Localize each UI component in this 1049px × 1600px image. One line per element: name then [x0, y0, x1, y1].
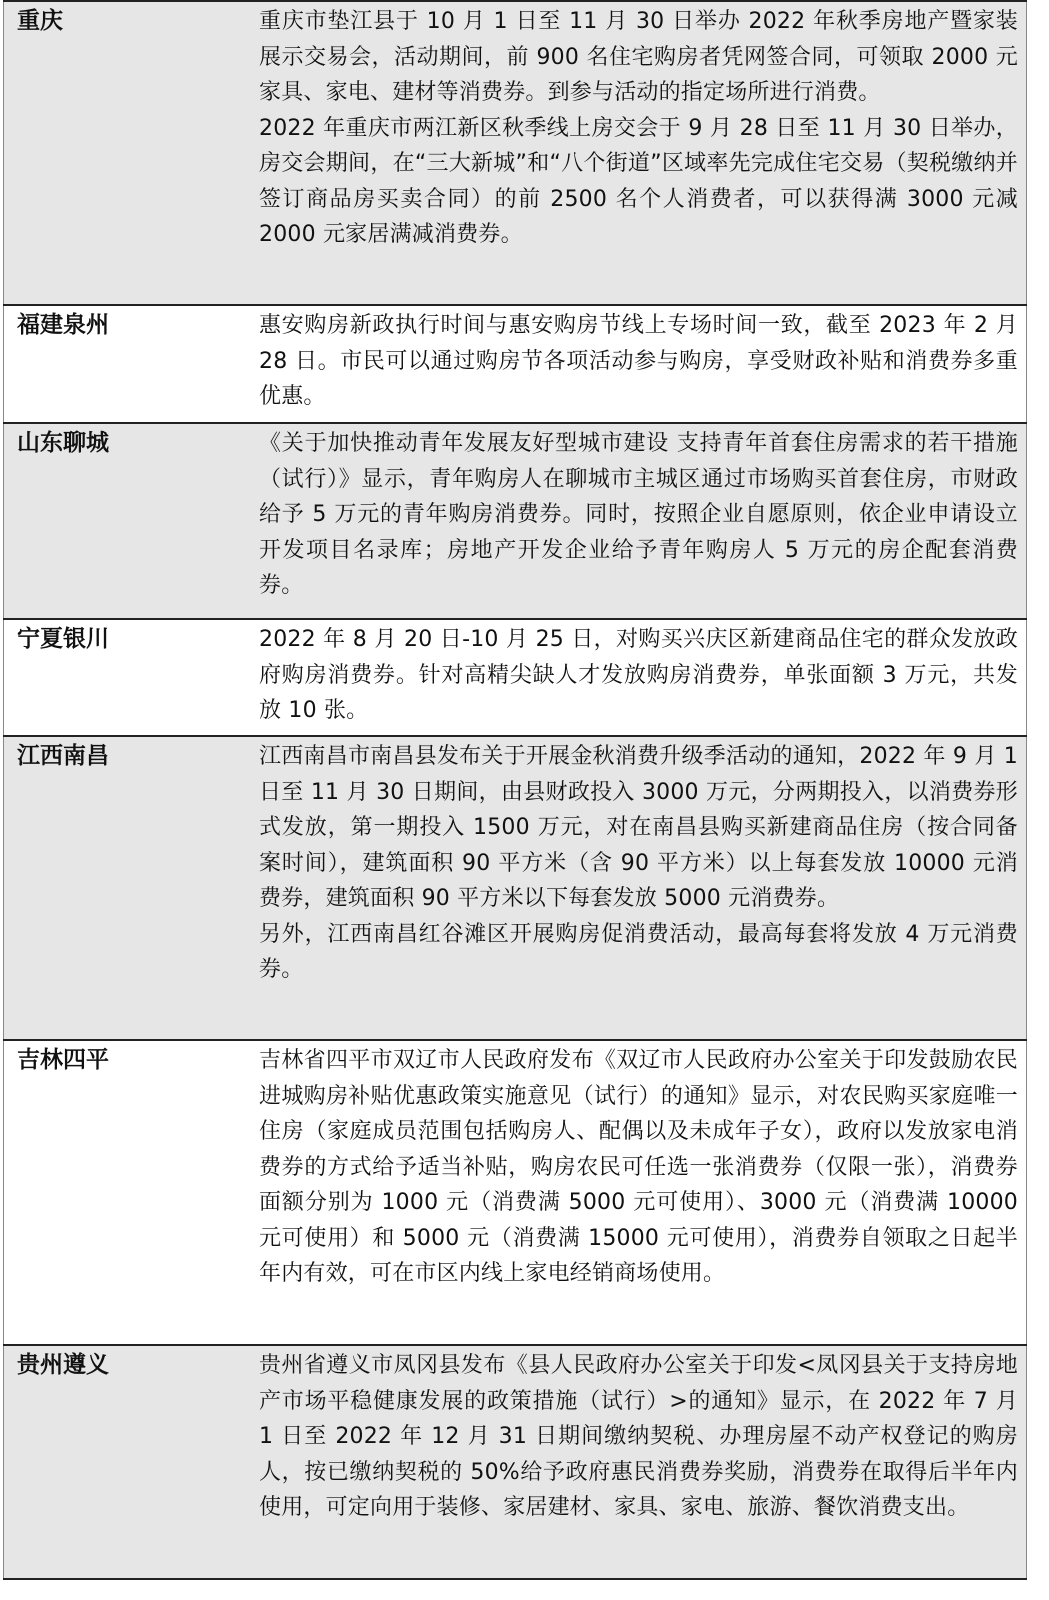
region-cell — [4, 736, 246, 1040]
table-row — [4, 1, 1027, 305]
table-row — [4, 305, 1027, 423]
description-paragraph: 《关于加快推动青年发展友好型城市建设 支持青年首套住房需求的若干措施（试行）》显示，青年购房人在聊城市主城区通过市场购买首套住房，市财政给予 5 万元的青年购房消费券。同时，按照企业自愿原则，依企业申请设立开发项目名录库；房地产开发企业给予青年购房人 5 万元的房企配套消费券。 — [259, 431, 1018, 598]
description-paragraph: 2022 年 8 月 20 日-10 月 25 日，对购买兴庆区新建商品住宅的群众发放政府购房消费券。针对高精尖缺人才发放购房消费券，单张面额 3 万元，共发放 10 张。 — [259, 627, 1018, 723]
region-name: 重庆 — [17, 8, 63, 34]
description-paragraph: 重庆市垫江县于 10 月 1 日至 11 月 30 日举办 2022 年秋季房地产暨家装展示交易会，活动期间，前 900 名住宅购房者凭网签合同，可领取 2000 元家具、家电、建材等消费券。到参与活动的指定场所进行消费。 — [259, 9, 1018, 105]
description-paragraph: 江西南昌市南昌县发布关于开展金秋消费升级季活动的通知，2022 年 9 月 1 日至 11 月 30 日期间，由县财政投入 3000 万元，分两期投入，以消费券形式发放，第一期投入 1500 万元，对在南昌县购买新建商品住房（按合同备案时间），建筑面积 90 平方米（含 90 平方米）以上每套发放 10000 元消费券，建筑面积 90 平方米以下每套发放 5000 元消费券。 — [259, 744, 1018, 911]
region-cell — [4, 1040, 246, 1345]
region-cell — [4, 1, 246, 305]
description-paragraph: 另外，江西南昌红谷滩区开展购房促消费活动，最高每套将发放 4 万元消费券。 — [259, 921, 1018, 982]
region-name: 福建泉州 — [17, 312, 109, 338]
table-row — [4, 736, 1027, 1040]
description-cell — [245, 1345, 1027, 1579]
region-name: 吉林四平 — [17, 1047, 109, 1073]
table-row — [4, 423, 1027, 619]
region-cell — [4, 619, 246, 736]
policy-table — [3, 0, 1027, 1580]
description-paragraph: 2022 年重庆市两江新区秋季线上房交会于 9 月 28 日至 11 月 30 日举办，房交会期间，在“三大新城”和“八个街道”区域率先完成住宅交易（契税缴纳并签订商品房买卖合同）的前 2500 名个人消费者，可以获得满 3000 元减 2000 元家居满减消费券。 — [259, 115, 1018, 247]
region-cell — [4, 423, 246, 619]
description-paragraph: 吉林省四平市双辽市人民政府发布《双辽市人民政府办公室关于印发鼓励农民进城购房补贴优惠政策实施意见（试行）的通知》显示，对农民购买家庭唯一住房（家庭成员范围包括购房人、配偶以及未成年子女），政府以发放家电消费券的方式给予适当补贴，购房农民可任选一张消费券（仅限一张），消费券面额分别为 1000 元（消费满 5000 元可使用）、3000 元（消费满 10000 元可使用）和 5000 元（消费满 15000 元可使用），消费券自领取之日起半年内有效，可在市区内线上家电经销商场使用。 — [259, 1048, 1018, 1286]
description-cell — [245, 1040, 1027, 1345]
description-cell — [245, 305, 1027, 423]
region-cell — [4, 1345, 246, 1579]
region-name: 山东聊城 — [17, 430, 109, 456]
description-cell — [245, 1, 1027, 305]
description-paragraph: 贵州省遵义市凤冈县发布《县人民政府办公室关于印发<凤冈县关于支持房地产市场平稳健康发展的政策措施（试行）>的通知》显示，在 2022 年 7 月 1 日至 2022 年 12 月 31 日期间缴纳契税、办理房屋不动产权登记的购房人，按已缴纳契税的 50%给予政府惠民消费券奖励，消费券在取得后半年内使用，可定向用于装修、家居建材、家具、家电、旅游、餐饮消费支出。 — [259, 1353, 1018, 1520]
description-cell — [245, 423, 1027, 619]
region-name: 江西南昌 — [17, 743, 109, 769]
description-cell — [245, 736, 1027, 1040]
description-cell — [245, 619, 1027, 736]
description-paragraph: 惠安购房新政执行时间与惠安购房节线上专场时间一致，截至 2023 年 2 月 28 日。市民可以通过购房节各项活动参与购房，享受财政补贴和消费券多重优惠。 — [259, 313, 1018, 409]
region-name: 宁夏银川 — [17, 626, 109, 652]
region-name: 贵州遵义 — [17, 1352, 109, 1378]
table-row — [4, 619, 1027, 736]
table-row — [4, 1040, 1027, 1345]
region-cell — [4, 305, 246, 423]
table-row — [4, 1345, 1027, 1579]
